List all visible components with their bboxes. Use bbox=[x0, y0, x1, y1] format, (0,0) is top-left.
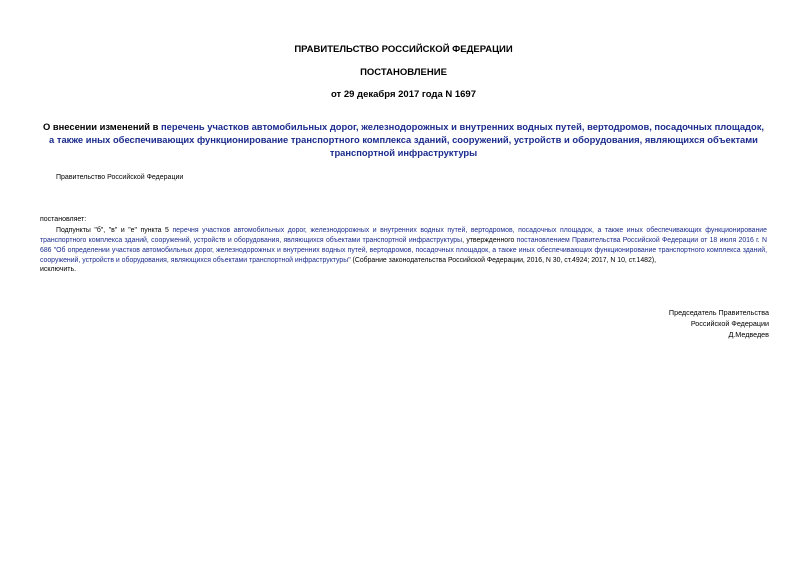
decree-action: исключить. bbox=[40, 266, 77, 273]
government-title: ПРАВИТЕЛЬСТВО РОССИЙСКОЙ ФЕДЕРАЦИИ bbox=[294, 44, 513, 55]
body-text-1: Подпункты "б", "в" и "е" пункта 5 bbox=[56, 227, 173, 234]
heading-link[interactable]: перечень участков автомобильных дорог, железнодорожных и внутренних водных путей, вертодромов, посадочных площадок, а также иных обеспечивающих функционирование транспортного комплекса зданий, сооружений, устройств и оборудования, являющихся объектами транспортной инфраструктуры bbox=[49, 121, 765, 158]
document-type: ПОСТАНОВЛЕНИЕ bbox=[360, 67, 447, 78]
body-link-list[interactable]: перечня участков автомобильных дорог, железнодорожных и внутренних водных путей, вертодромов, посадочных площадок, а также иных обеспечивающих функционирование транспортного комплекса зданий, сооружений, устройств и оборудования, являющихся объектами транспортной инфраструктуры bbox=[40, 227, 767, 244]
signature-position: Председатель Правительства bbox=[668, 308, 769, 317]
document-date-number: от 29 декабря 2017 года N 1697 bbox=[330, 89, 476, 100]
decree-word: постановляет: bbox=[40, 216, 87, 223]
heading-prefix: О внесении изменений в bbox=[42, 121, 161, 132]
signature-name: Д.Медведев bbox=[728, 330, 769, 339]
document-heading bbox=[40, 120, 767, 159]
body-link-resolution[interactable]: постановлением Правительства Российской Федерации от 18 июля 2016 г. N 686 "Об определении участков автомобильных дорог, железнодорожных и внутренних водных путей, вертодромов, посадочных площадок, а также иных обеспечивающих функционирование транспортного комплекса зданий, сооружений, устройств и оборудования, являющихся объектами транспортной инфраструктуры" bbox=[40, 237, 768, 264]
decree-body bbox=[40, 226, 767, 266]
body-text-2: , утвержденного bbox=[462, 237, 517, 244]
signature-block bbox=[669, 307, 769, 340]
signature-organization: Российской Федерации bbox=[690, 319, 769, 328]
body-text-3: (Собрание законодательства Российской Федерации, 2016, N 30, ст.4924; 2017, N 10, ст.1482), bbox=[350, 257, 657, 264]
issuing-authority: Правительство Российской Федерации bbox=[56, 174, 184, 181]
